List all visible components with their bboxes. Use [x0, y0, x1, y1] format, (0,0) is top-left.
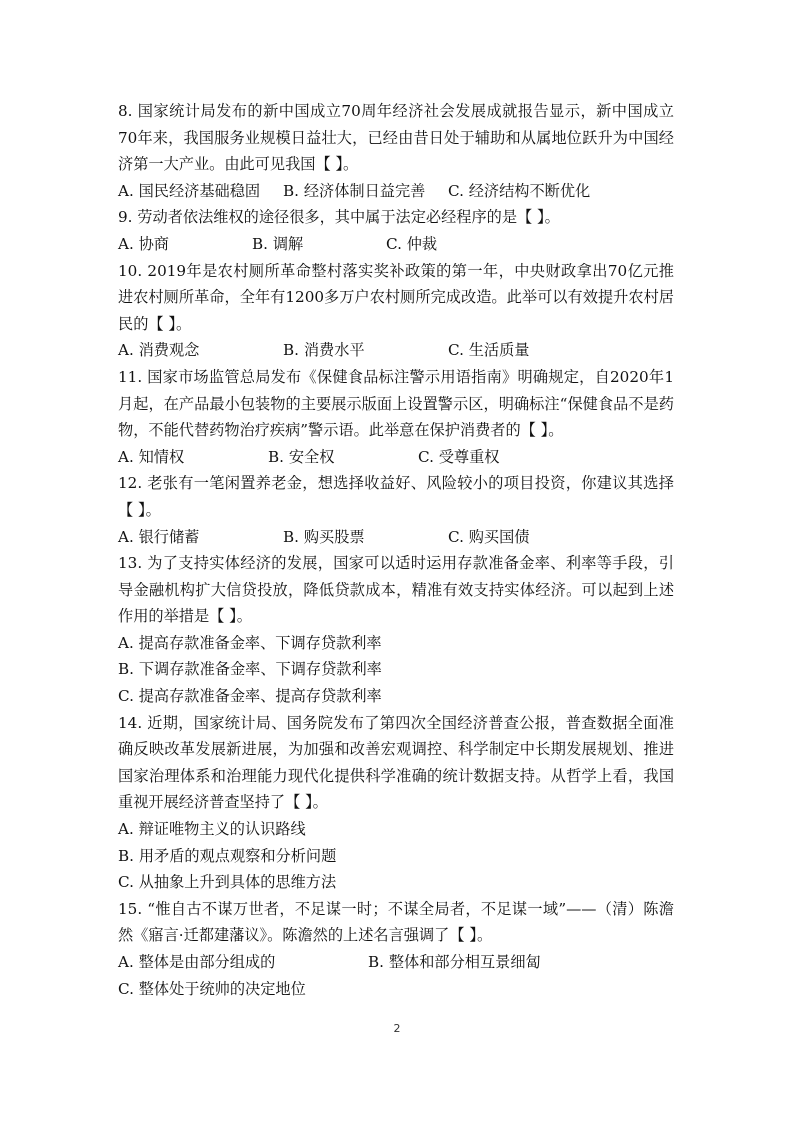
option-b: B. 调解 — [252, 234, 304, 253]
option-c: C. 受尊重权 — [418, 447, 500, 466]
option-c: C. 从抽象上升到具体的思维方法 — [118, 873, 337, 892]
options-row — [118, 337, 674, 364]
options-row — [118, 949, 674, 976]
question-9 — [118, 204, 674, 257]
option-c: C. 提高存款准备金率、提高存贷款利率 — [118, 687, 382, 706]
option-a: A. 银行储蓄 — [118, 527, 200, 546]
option-b: B. 下调存款准备金率、下调存贷款利率 — [118, 660, 382, 679]
option-a: A. 消费观念 — [118, 341, 200, 360]
option-a: A. 协商 — [118, 234, 169, 253]
option-c: C. 购买国债 — [448, 527, 530, 546]
question-13 — [118, 550, 674, 710]
question-stem: 11. 国家市场监管总局发布《保健食品标注警示用语指南》明确规定，自2020年1月起，在产品最小包装物的主要展示版面上设置警示区，明确标注“保健食品不是药物，不能代替药物治疗疾病”警示语。此举意在保护消费者的【 】。 — [118, 367, 674, 440]
option-b: B. 整体和部分相互景细匐 — [368, 953, 541, 971]
question-stem: 10. 2019年是农村厕所革命整村落实奖补政策的第一年，中央财政拿出70亿元推进农村厕所革命，全年有1200多万户农村厕所完成改造。此举可以有效提升农村居民的【 】。 — [118, 261, 674, 333]
options-row — [118, 231, 674, 258]
page-number: 2 — [393, 1022, 401, 1035]
option-b: B. 消费水平 — [283, 341, 365, 360]
option-a: A. 知情权 — [118, 447, 185, 466]
question-stem: 12. 老张有一笔闲置养老金，想选择收益好、风险较小的项目投资，你建议其选择【 】。 — [118, 474, 674, 519]
option-b: B. 购买股票 — [283, 527, 365, 546]
question-8 — [118, 98, 674, 204]
question-stem: 9. 劳动者依法维权的途径很多，其中属于法定必经程序的是【 】。 — [118, 208, 560, 227]
options-row — [118, 444, 674, 471]
question-10 — [118, 258, 674, 364]
option-b: B. 经济体制日益完善 — [283, 181, 426, 200]
question-stem: 15. “惟自古不谋万世者，不足谋一时；不谋全局者，不足谋一域”——（清）陈澹然《寤言·迁都建藩议》。陈澹然的上述名言强调了【 】。 — [118, 899, 674, 945]
question-12 — [118, 470, 674, 550]
question-stem: 8. 国家统计局发布的新中国成立70周年经济社会发展成就报告显示，新中国成立70年来，我国服务业规模日益壮大，已经由昔日处于辅助和从属地位跃升为中国经济第一大产业。由此可见我国【 】。 — [118, 102, 674, 174]
question-stem: 14. 近期，国家统计局、国务院发布了第四次全国经济普查公报，普查数据全面准确反映改革发展新进展，为加强和改善宏观调控、科学制定中长期发展规划、推进国家治理体系和治理能力现代化提供科学准确的统计数据支持。从哲学上看，我国重视开展经济普查坚持了【 】。 — [118, 713, 674, 812]
options-row — [118, 524, 674, 551]
option-c: C. 经济结构不断优化 — [448, 181, 591, 200]
option-a: A. 国民经济基础稳固 — [118, 181, 261, 200]
option-c: C. 整体处于统帅的决定地位 — [118, 979, 306, 998]
option-c: C. 生活质量 — [448, 341, 530, 360]
question-11 — [118, 364, 674, 470]
question-list — [118, 98, 674, 1002]
question-stem: 13. 为了支持实体经济的发展，国家可以适时运用存款准备金率、利率等手段，引导金融机构扩大信贷投放，降低贷款成本，精准有效支持实体经济。可以起到上述作用的举措是【 】。 — [118, 554, 674, 626]
option-b: B. 安全权 — [268, 447, 335, 466]
question-14 — [118, 710, 674, 896]
option-a: A. 辩证唯物主义的认识路线 — [118, 820, 306, 839]
option-a: A. 提高存款准备金率、下调存贷款利率 — [118, 633, 382, 652]
option-b: B. 用矛盾的观点观察和分析问题 — [118, 846, 337, 865]
option-a: A. 整体是由部分组成的 — [118, 953, 276, 971]
options-row — [118, 178, 674, 205]
option-c: C. 仲裁 — [386, 234, 438, 253]
question-15 — [118, 896, 674, 1002]
